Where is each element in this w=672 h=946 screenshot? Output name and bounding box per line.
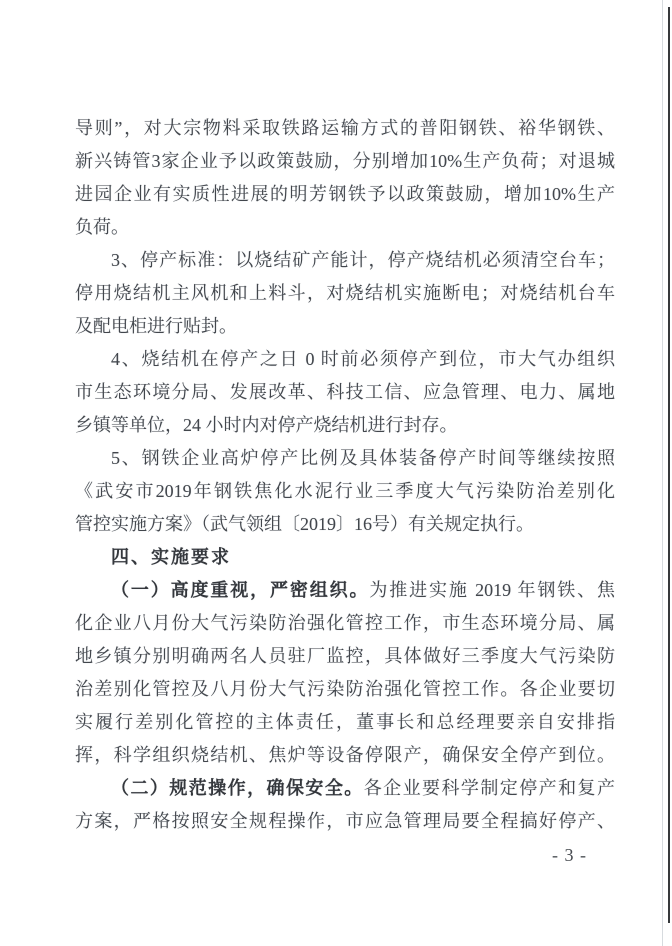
scan-edge-light bbox=[662, 0, 663, 946]
paragraph-lead-bold: （一）高度重视，严密组织。 bbox=[111, 580, 370, 600]
text-line: 管控实施方案》（武气领组〔2019〕16号）有关规定执行。 bbox=[75, 514, 534, 534]
section-heading: 四、实施要求 bbox=[111, 547, 231, 567]
text-line: 停用烧结机主风机和上料斗，对烧结机实施断电；对烧结机台车 bbox=[75, 283, 615, 303]
text-line: 乡镇等单位，24 小时内对停产烧结机进行封存。 bbox=[75, 415, 458, 435]
text-line: 负荷。 bbox=[75, 217, 129, 237]
text-line: 市生态环境分局、发展改革、科技工信、应急管理、电力、属地 bbox=[75, 382, 615, 402]
text-line bbox=[75, 772, 615, 805]
text-line: 实履行差别化管控的主体责任，董事长和总经理要亲自安排指 bbox=[75, 712, 615, 732]
paragraph-text: 各企业要科学制定停产和复产 bbox=[363, 778, 615, 798]
text-line: 及配电柜进行贴封。 bbox=[75, 316, 237, 336]
scan-edge-dark bbox=[668, 7, 670, 923]
text-line: 治差别化管控及八月份大气污染防治强化管控工作。各企业要切 bbox=[75, 679, 615, 699]
text-line: 方案，严格按照安全规程操作，市应急管理局要全程搞好停产、 bbox=[75, 811, 615, 831]
text-line: 5、钢铁企业高炉停产比例及具体装备停产时间等继续按照 bbox=[111, 448, 615, 468]
page-number: - 3 - bbox=[552, 845, 587, 865]
text-line: 化企业八月份大气污染防治强化管控工作，市生态环境分局、属 bbox=[75, 613, 615, 633]
paragraph-lead-bold: （二）规范操作，确保安全。 bbox=[111, 778, 364, 798]
text-line: 新兴铸管3家企业予以政策鼓励，分别增加10%生产负荷；对退城 bbox=[75, 151, 615, 171]
text-line: 《武安市2019年钢铁焦化水泥行业三季度大气污染防治差别化 bbox=[75, 481, 615, 501]
document-body bbox=[75, 112, 615, 838]
text-line: 地乡镇分别明确两名人员驻厂监控，具体做好三季度大气污染防 bbox=[75, 646, 615, 666]
text-line: 4、烧结机在停产之日 0 时前必须停产到位，市大气办组织 bbox=[111, 349, 615, 369]
text-line: 挥，科学组织烧结机、焦炉等设备停限产，确保安全停产到位。 bbox=[75, 745, 615, 765]
paragraph-text: 为推进实施 2019 年钢铁、焦 bbox=[369, 580, 615, 600]
text-line: 导则”，对大宗物料采取铁路运输方式的普阳钢铁、裕华钢铁、 bbox=[75, 118, 615, 138]
text-line bbox=[75, 574, 615, 607]
text-line: 3、停产标准：以烧结矿产能计，停产烧结机必须清空台车； bbox=[111, 250, 615, 270]
text-line: 进园企业有实质性进展的明芳钢铁予以政策鼓励，增加10%生产 bbox=[75, 184, 615, 204]
